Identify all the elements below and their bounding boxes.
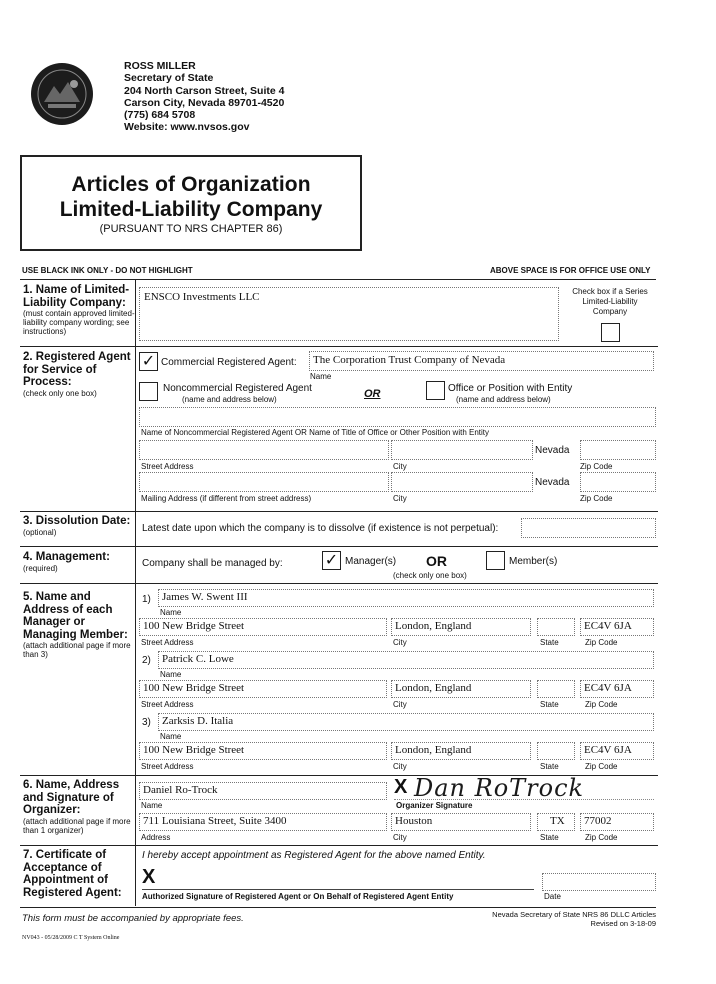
check-only-one-note: (check only one box) <box>393 571 467 580</box>
state-caption: State <box>540 700 559 709</box>
street-caption: Street Address <box>141 462 194 471</box>
organizer-address-field[interactable]: 711 Louisiana Street, Suite 3400 <box>139 813 387 831</box>
city-caption: City <box>393 700 407 709</box>
manager-street-field[interactable]: 100 New Bridge Street <box>139 618 387 636</box>
agency-name: ROSS MILLER <box>124 60 196 72</box>
manager-city-field[interactable]: London, England <box>391 742 531 760</box>
manager-city-field[interactable]: London, England <box>391 618 531 636</box>
member-checkbox[interactable] <box>486 551 505 570</box>
mailing-city-field[interactable] <box>391 472 533 492</box>
manager-name-field[interactable]: Zarksis D. Italia <box>158 713 654 731</box>
name-caption: Name <box>160 670 182 679</box>
manager-state-field[interactable] <box>537 618 575 636</box>
signature-line <box>394 799 654 800</box>
section-divider <box>20 583 658 584</box>
agency-address2: Carson City, Nevada 89701-4520 <box>124 96 285 109</box>
agent-signature-line[interactable] <box>142 889 534 890</box>
form-title-line2: Limited-Liability Company <box>59 198 323 221</box>
office-use-notice: ABOVE SPACE IS FOR OFFICE USE ONLY <box>490 266 651 275</box>
series-llc-label: Check box if a Series Limited-Liability Company <box>572 287 648 316</box>
section-3-note: (optional) <box>23 527 57 537</box>
revision-notice <box>456 910 656 928</box>
street-caption: Street Address <box>141 700 194 709</box>
revision-line1: Nevada Secretary of State NRS 86 DLLC Articles <box>492 910 656 919</box>
dissolution-text: Latest date upon which the company is to dissolve (if existence is not perpetual): <box>142 523 499 534</box>
mailing-state-text: Nevada <box>535 477 570 488</box>
section-2-title: 2. Registered Agent for Service of Process: <box>23 351 131 388</box>
office-position-checkbox[interactable] <box>426 381 445 400</box>
commercial-agent-label: Commercial Registered Agent: <box>161 357 297 368</box>
section-6-note: (attach additional page if more than 1 organizer) <box>23 816 131 835</box>
member-label: Member(s) <box>509 556 558 567</box>
noncommercial-agent-sub: (name and address below) <box>182 395 277 404</box>
manager-number: 2) <box>142 655 151 666</box>
or-label: OR <box>426 553 447 569</box>
agent-state-text: Nevada <box>535 445 570 456</box>
city-caption: City <box>393 762 407 771</box>
agent-city-field[interactable] <box>391 440 533 460</box>
manager-state-field[interactable] <box>537 680 575 698</box>
section-1-note: (must contain approved limited-liability company wording; see instructions) <box>23 309 135 336</box>
section-3-label <box>23 515 135 537</box>
zip-caption: Zip Code <box>585 700 618 709</box>
zip-caption: Zip Code <box>585 638 618 647</box>
name-caption: Name <box>160 608 182 617</box>
organizer-signature: Dan RoTrock <box>414 774 585 802</box>
form-title-line3: (PURSUANT TO NRS CHAPTER 86) <box>99 223 283 235</box>
noncommercial-name-caption: Name of Noncommercial Registered Agent OR Name of Title of Office or Other Position with Entity <box>141 428 489 437</box>
manager-number: 1) <box>142 594 151 605</box>
manager-street-field[interactable]: 100 New Bridge Street <box>139 742 387 760</box>
form-title-box <box>20 155 362 251</box>
mailing-street-field[interactable] <box>139 472 389 492</box>
fees-notice: This form must be accompanied by appropriate fees. <box>22 913 244 924</box>
section-6-label <box>23 779 135 835</box>
section-4-note: (required) <box>23 563 58 573</box>
section-2-note: (check only one box) <box>23 388 97 398</box>
section-1-title: 1. Name of Limited-Liability Company: <box>23 284 130 309</box>
zip-caption: Zip Code <box>580 494 613 503</box>
manager-street-field[interactable]: 100 New Bridge Street <box>139 680 387 698</box>
zip-caption: Zip Code <box>585 833 618 842</box>
manager-city-field[interactable]: London, England <box>391 680 531 698</box>
revision-line2: Revised on 3-18-09 <box>590 919 656 928</box>
section-4-label <box>23 551 135 573</box>
manager-state-field[interactable] <box>537 742 575 760</box>
dissolution-date-field[interactable] <box>521 518 656 538</box>
agency-phone: (775) 684 5708 <box>124 109 196 122</box>
noncommercial-agent-label: Noncommercial Registered Agent <box>163 383 312 394</box>
section-6-title: 6. Name, Address and Signature of Organizer: <box>23 779 120 816</box>
acceptance-text: I hereby accept appointment as Registered Agent for the above named Entity. <box>142 850 486 861</box>
company-name-field[interactable]: ENSCO Investments LLC <box>139 287 559 341</box>
office-position-label: Office or Position with Entity <box>448 383 573 394</box>
section-7-label <box>23 849 135 899</box>
agency-website: Website: www.nvsos.gov <box>124 121 250 134</box>
zip-caption: Zip Code <box>580 462 613 471</box>
managed-by-text: Company shall be managed by: <box>142 558 283 569</box>
label-column-divider <box>135 280 136 906</box>
agent-street-field[interactable] <box>139 440 389 460</box>
organizer-city-field[interactable]: Houston <box>391 813 531 831</box>
agent-signature-caption: Authorized Signature of Registered Agent or On Behalf of Registered Agent Entity <box>142 892 454 901</box>
name-caption: Name <box>160 732 182 741</box>
manager-number: 3) <box>142 717 151 728</box>
state-caption: State <box>540 638 559 647</box>
office-position-sub: (name and address below) <box>456 395 551 404</box>
state-caption: State <box>540 833 559 842</box>
manager-zip-field[interactable]: EC4V 6JA <box>580 742 654 760</box>
section-4-title: 4. Management: <box>23 551 110 563</box>
ink-notice: USE BLACK INK ONLY - DO NOT HIGHLIGHT <box>22 266 193 275</box>
address-caption: Address <box>141 833 171 842</box>
section-divider <box>20 546 658 547</box>
acceptance-date-field[interactable] <box>542 873 656 891</box>
organizer-zip-field[interactable]: 77002 <box>580 813 654 831</box>
commercial-agent-field[interactable]: The Corporation Trust Company of Nevada <box>309 351 654 371</box>
section-5-label <box>23 591 135 659</box>
series-llc-checkbox[interactable] <box>601 323 620 342</box>
mailing-caption: Mailing Address (if different from street address) <box>141 494 312 503</box>
manager-zip-field[interactable]: EC4V 6JA <box>580 618 654 636</box>
city-caption: City <box>393 638 407 647</box>
agent-signature-x-mark: X <box>142 866 156 888</box>
city-caption: City <box>393 494 407 503</box>
noncommercial-name-field[interactable] <box>139 407 656 427</box>
section-1-label <box>23 284 135 336</box>
city-caption: City <box>393 462 407 471</box>
section-5-title: 5. Name and Address of each Manager or Managing Member: <box>23 591 128 641</box>
form-code: NV043 - 05/28/2009 C T System Online <box>22 935 120 941</box>
manager-checkbox[interactable]: ✓ <box>322 551 341 570</box>
signature-x-mark: X <box>394 776 408 798</box>
commercial-agent-checkbox[interactable]: ✓ <box>139 352 158 371</box>
name-caption: Name <box>141 801 163 810</box>
signature-caption: Organizer Signature <box>396 801 473 810</box>
manager-name-field[interactable]: Patrick C. Lowe <box>158 651 654 669</box>
state-caption: State <box>540 762 559 771</box>
mailing-zip-field[interactable] <box>580 472 656 492</box>
manager-zip-field[interactable]: EC4V 6JA <box>580 680 654 698</box>
section-divider <box>20 845 658 846</box>
section-divider <box>20 346 658 347</box>
section-3-title: 3. Dissolution Date: <box>23 515 131 527</box>
street-caption: Street Address <box>141 762 194 771</box>
zip-caption: Zip Code <box>585 762 618 771</box>
agent-zip-field[interactable] <box>580 440 656 460</box>
city-caption: City <box>393 833 407 842</box>
state-seal-logo <box>30 62 94 126</box>
manager-name-field[interactable]: James W. Swent III <box>158 589 654 607</box>
form-title-line1: Articles of Organization <box>71 173 311 196</box>
street-caption: Street Address <box>141 638 194 647</box>
manager-label: Manager(s) <box>345 556 397 567</box>
date-caption: Date <box>544 892 561 901</box>
section-5-note: (attach additional page if more than 3) <box>23 641 131 659</box>
section-divider <box>20 511 658 512</box>
name-caption: Name <box>310 372 332 381</box>
or-label: OR <box>364 388 381 400</box>
noncommercial-agent-checkbox[interactable] <box>139 382 158 401</box>
section-2-label <box>23 351 135 398</box>
organizer-name-field[interactable]: Daniel Ro-Trock <box>139 782 387 800</box>
organizer-state-field[interactable]: TX <box>537 813 575 831</box>
section-7-title: 7. Certificate of Acceptance of Appointment of Registered Agent: <box>23 849 122 899</box>
agency-office: Secretary of State <box>124 72 214 85</box>
agency-address1: 204 North Carson Street, Suite 4 <box>124 84 285 97</box>
agency-header <box>124 60 284 134</box>
